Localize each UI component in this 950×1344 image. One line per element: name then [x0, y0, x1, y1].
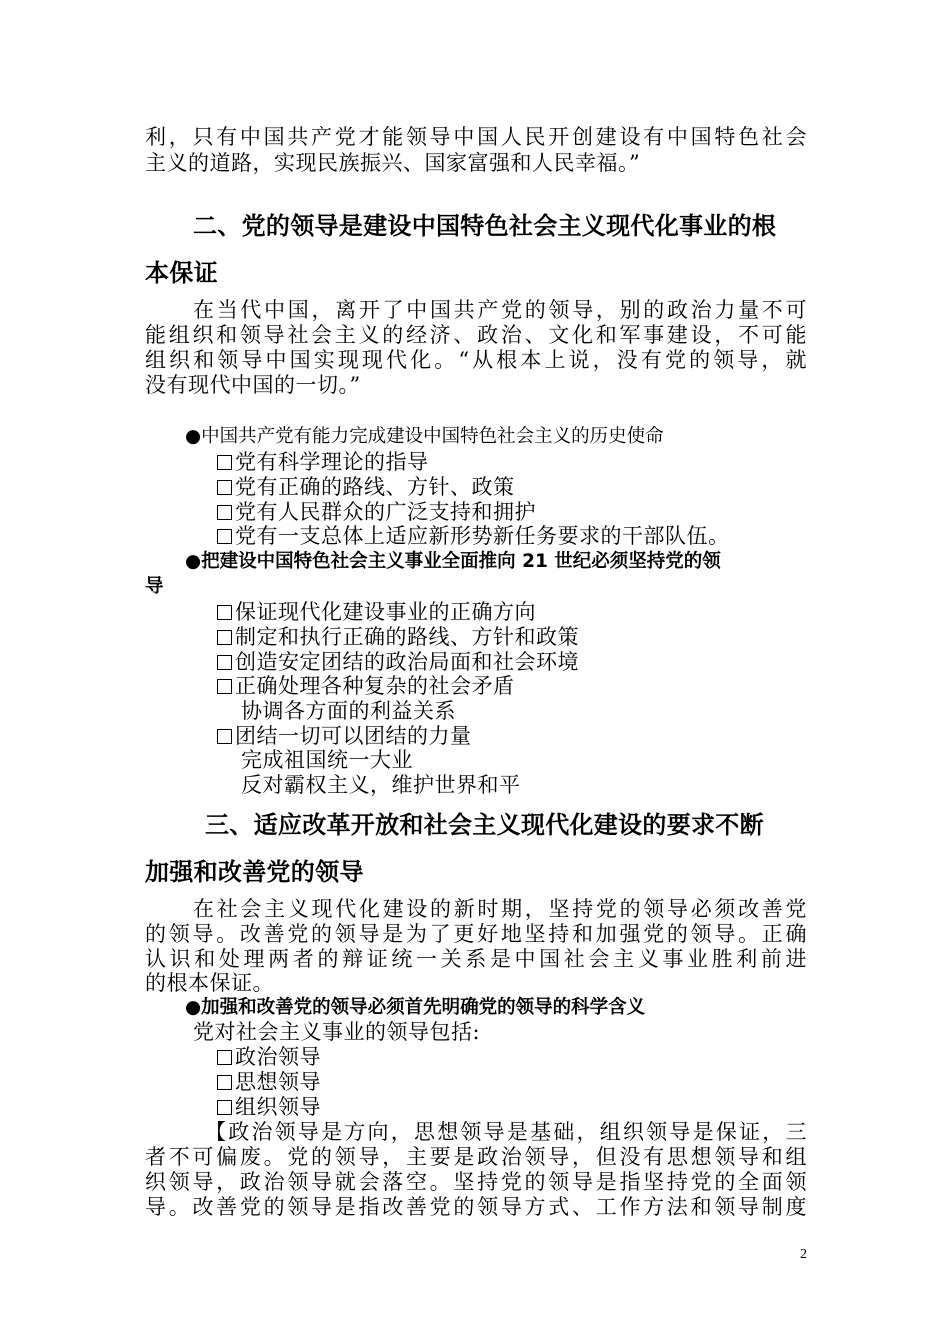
body-text-line: 主义的道路，实现民族振兴、国家富强和人民幸福。” — [145, 151, 641, 175]
list-item: 党有正确的路线、方针、政策 — [217, 475, 807, 499]
checkbox-square-icon — [217, 1100, 232, 1115]
body-text-line: 利，只有中国共产党才能领导中国人民开创建设有中国特色社会 — [145, 125, 807, 149]
section-heading: 三、适应改革开放和社会主义现代化建设的要求不断 — [205, 811, 764, 839]
body-text-line: 认识和处理两者的辩证统一关系是中国社会主义事业胜利前进 — [145, 947, 807, 971]
checkbox-square-icon — [217, 605, 232, 620]
bullet-heading: ●中国共产党有能力完成建设中国特色社会主义的历史使命 — [185, 426, 664, 447]
body-text-line: 党对社会主义事业的领导包括: — [193, 1020, 481, 1044]
list-subitem: 协调各方面的利益关系 — [241, 699, 456, 723]
list-item: 党有人民群众的广泛支持和拥护 — [217, 500, 807, 524]
checkbox-square-icon — [217, 1050, 232, 1065]
list-item: 组织领导 — [217, 1095, 807, 1119]
checkbox-square-icon — [217, 455, 232, 470]
body-text-line: 的根本保证。 — [145, 971, 274, 995]
list-item: 党有科学理论的指导 — [217, 450, 807, 474]
checkbox-square-icon — [217, 1075, 232, 1090]
bullet-heading: ●加强和改善党的领导必须首先明确党的领导的科学含义 — [185, 997, 646, 1018]
list-subitem: 完成祖国统一大业 — [241, 748, 413, 772]
list-item: 党有一支总体上适应新形势新任务要求的干部队伍。 — [217, 524, 807, 548]
checkbox-square-icon — [217, 480, 232, 495]
body-text-line: 在当代中国，离开了中国共产党的领导，别的政治力量不可 — [193, 298, 807, 322]
list-item: 保证现代化建设事业的正确方向 — [217, 600, 807, 624]
body-text-line: 织领导，政治领导就会落空。坚持党的领导是指坚持党的全面领 — [145, 1170, 807, 1194]
checkbox-square-icon — [217, 630, 232, 645]
body-text-line: 导。改善党的领导是指改善党的领导方式、工作方法和领导制度 — [145, 1195, 807, 1219]
list-item: 正确处理各种复杂的社会矛盾 — [217, 674, 807, 698]
list-subitem: 反对霸权主义，维护世界和平 — [241, 773, 521, 797]
list-item: 思想领导 — [217, 1070, 807, 1094]
body-text-line: 没有现代中国的一切。” — [145, 373, 361, 397]
checkbox-square-icon — [217, 529, 232, 544]
list-item: 制定和执行正确的路线、方针和政策 — [217, 625, 807, 649]
checkbox-square-icon — [217, 655, 232, 670]
body-text-line: 【政治领导是方向，思想领导是基础，组织领导是保证，三 — [205, 1120, 807, 1144]
list-item: 创造安定团结的政治局面和社会环境 — [217, 650, 807, 674]
bullet-heading: ●把建设中国特色社会主义事业全面推向 21 世纪必须坚持党的领 — [185, 551, 721, 572]
list-item: 团结一切可以团结的力量 — [217, 724, 807, 748]
body-text-line: 能组织和领导社会主义的经济、政治、文化和军事建设，不可能 — [145, 323, 807, 347]
page-number: 2 — [800, 1247, 807, 1262]
body-text-line: 组织和领导中国实现现代化。“从根本上说，没有党的领导，就 — [145, 348, 807, 372]
checkbox-square-icon — [217, 679, 232, 694]
body-text-line: 在社会主义现代化建设的新时期，坚持党的领导必须改善党 — [193, 897, 807, 921]
body-text-line: 的领导。改善党的领导是为了更好地坚持和加强党的领导。正确 — [145, 922, 807, 946]
section-heading: 二、党的领导是建设中国特色社会主义现代化事业的根 — [193, 212, 777, 240]
checkbox-square-icon — [217, 729, 232, 744]
bullet-heading: 导 — [145, 576, 164, 597]
body-text-line: 者不可偏废。党的领导，主要是政治领导，但没有思想领导和组 — [145, 1145, 807, 1169]
section-heading: 加强和改善党的领导 — [145, 858, 364, 886]
checkbox-square-icon — [217, 505, 232, 520]
section-heading: 本保证 — [145, 259, 218, 287]
list-item: 政治领导 — [217, 1045, 807, 1069]
